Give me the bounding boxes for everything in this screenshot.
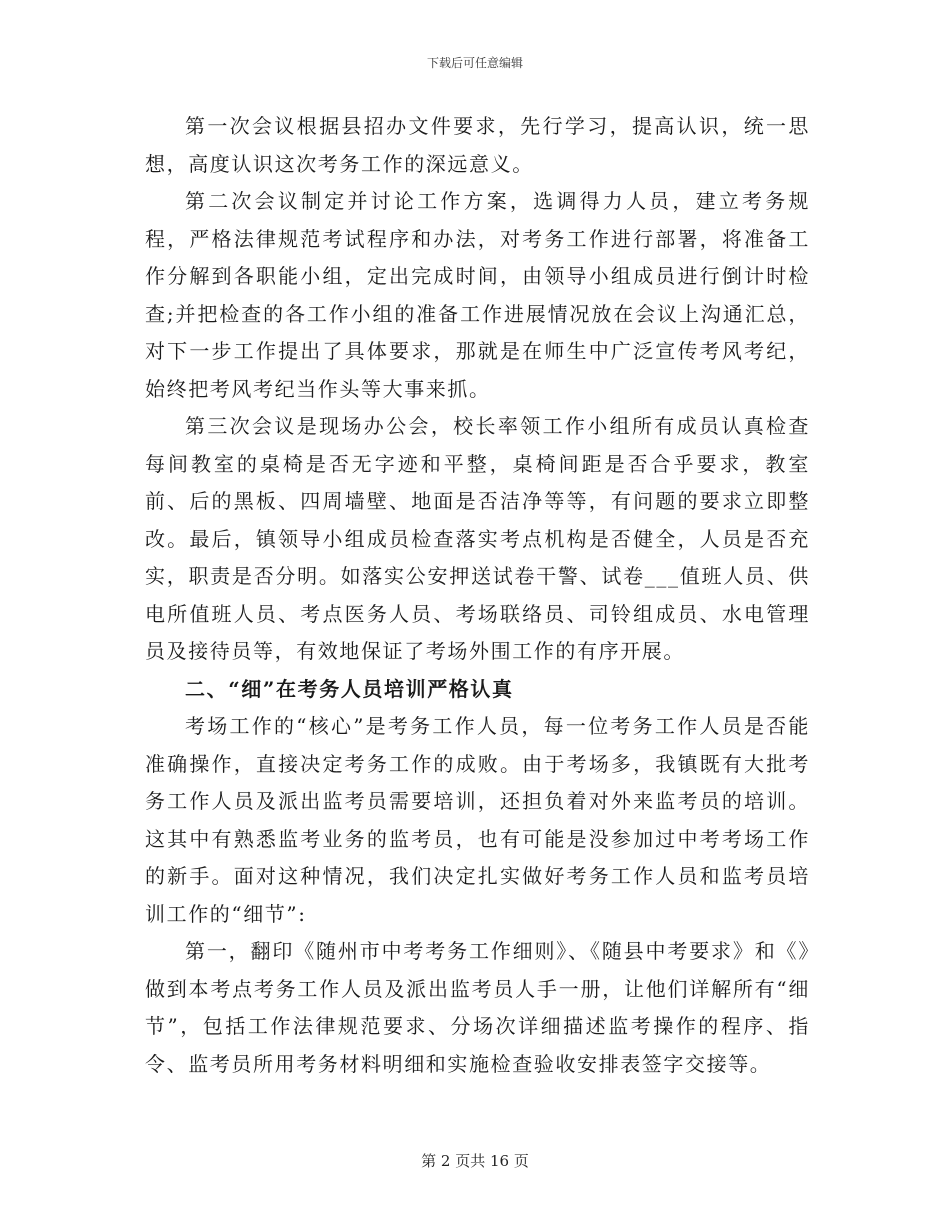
paragraph-first-meeting: 第一次会议根据县招办文件要求，先行学习，提高认识，统一思想，高度认识这次考务工作的深远意义。 (145, 114, 810, 176)
paragraph-training-first: 第一，翻印《随州市中考考务工作细则》、《随县中考要求》和《》做到本考点考务工作人员及派出监考员人手一册，让他们详解所有“细节”，包括工作法律规范要求、分场次详细描述监考操作的程序、指令、监考员所用考务材料明细和实施检查验收安排表签字交接等。 (145, 939, 810, 1076)
document-body (145, 108, 810, 1083)
section-heading: 二、“细”在考务人员培训严格认真 (185, 676, 514, 701)
paragraph-second-meeting: 第二次会议制定并讨论工作方案，选调得力人员，建立考务规程，严格法律规范考试程序和办法，对考务工作进行部署，将准备工作分解到各职能小组，定出完成时间，由领导小组成员进行倒计时检查;并把检查的各工作小组的准备工作进展情况放在会议上沟通汇总，对下一步工作提出了具体要求，那就是在师生中广泛宣传考风考纪，始终把考风考纪当作头等大事来抓。 (145, 189, 810, 401)
page-header: 下载后可任意编辑 (426, 56, 523, 70)
paragraph-third-meeting: 第三次会议是现场办公会，校长率领工作小组所有成员认真检查每间教室的桌椅是否无字迹和平整，桌椅间距是否合乎要求，教室前、后的黑板、四周墙壁、地面是否洁净等等，有问题的要求立即整改。最后，镇领导小组成员检查落实考点机构是否健全，人员是否充实，职责是否分明。如落实公安押送试卷干警、试卷___值班人员、供电所值班人员、考点医务人员、考场联络员、司铃组成员、水电管理员及接待员等，有效地保证了考场外围工作的有序开展。 (145, 414, 810, 663)
page-number: 第 2 页共 16 页 (421, 1152, 529, 1170)
paragraph-training-core: 考场工作的“核心”是考务工作人员，每一位考务工作人员是否能准确操作，直接决定考务工作的成败。由于考场多，我镇既有大批考务工作人员及派出监考员需要培训，还担负着对外来监考员的培训。这其中有熟悉监考业务的监考员，也有可能是没参加过中考考场工作的新手。面对这种情况，我们决定扎实做好考务工作人员和监考员培训工作的“细节”: (145, 714, 810, 926)
